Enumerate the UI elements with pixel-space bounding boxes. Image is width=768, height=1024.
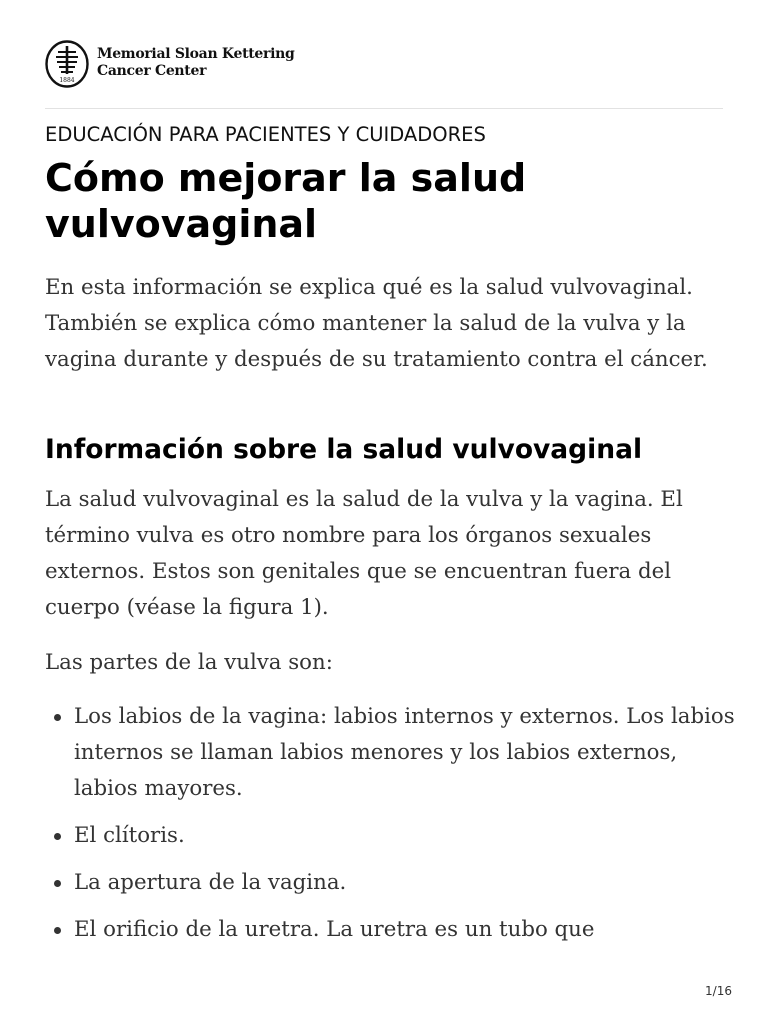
- bullet-icon: [54, 833, 61, 840]
- bullet-icon: [54, 927, 61, 934]
- list-item-text: El clítoris.: [74, 823, 185, 848]
- list-item: [45, 818, 735, 854]
- logo-year: 1884: [59, 77, 75, 84]
- intro-paragraph: En esta información se explica qué es la salud vulvovaginal. También se explica cómo mantener la salud de la vulva y la vagina durante y después de su tratamiento contra el cáncer.: [45, 275, 708, 372]
- page-title-line-2: vulvovaginal: [45, 202, 318, 246]
- page-title: [45, 155, 723, 247]
- list-item-text: El orificio de la uretra. La uretra es un tubo que: [74, 917, 595, 942]
- page-number: 1/16: [705, 984, 732, 998]
- header-divider: [45, 108, 723, 109]
- header: [45, 40, 723, 90]
- vulva-parts-list: [45, 699, 735, 959]
- list-item-text: La apertura de la vagina.: [74, 870, 347, 895]
- page-title-line-1: Cómo mejorar la salud: [45, 156, 527, 200]
- category-label: EDUCACIÓN PARA PACIENTES Y CUIDADORES: [45, 123, 486, 146]
- list-item: [45, 912, 735, 948]
- logo-line-1: Memorial Sloan Kettering: [97, 46, 295, 62]
- logo-line-2: Cancer Center: [97, 63, 207, 79]
- section-paragraph-2: Las partes de la vulva son:: [45, 650, 333, 675]
- section-paragraph-1: La salud vulvovaginal es la salud de la vulva y la vagina. El término vulva es otro nombre para los órganos sexuales externos. Estos son genitales que se encuentran fuera del cuerpo (véase la figura 1).: [45, 487, 683, 620]
- bullet-icon: [54, 880, 61, 887]
- msk-logo-icon: [45, 40, 89, 88]
- logo-wordmark: [97, 46, 294, 80]
- section-heading: Información sobre la salud vulvovaginal: [45, 434, 643, 465]
- list-item: [45, 699, 735, 807]
- list-item-text: Los labios de la vagina: labios internos y externos. Los labios internos se llaman labios menores y los labios externos, labios mayores.: [74, 704, 735, 801]
- bullet-icon: [54, 714, 61, 721]
- list-item: [45, 865, 735, 901]
